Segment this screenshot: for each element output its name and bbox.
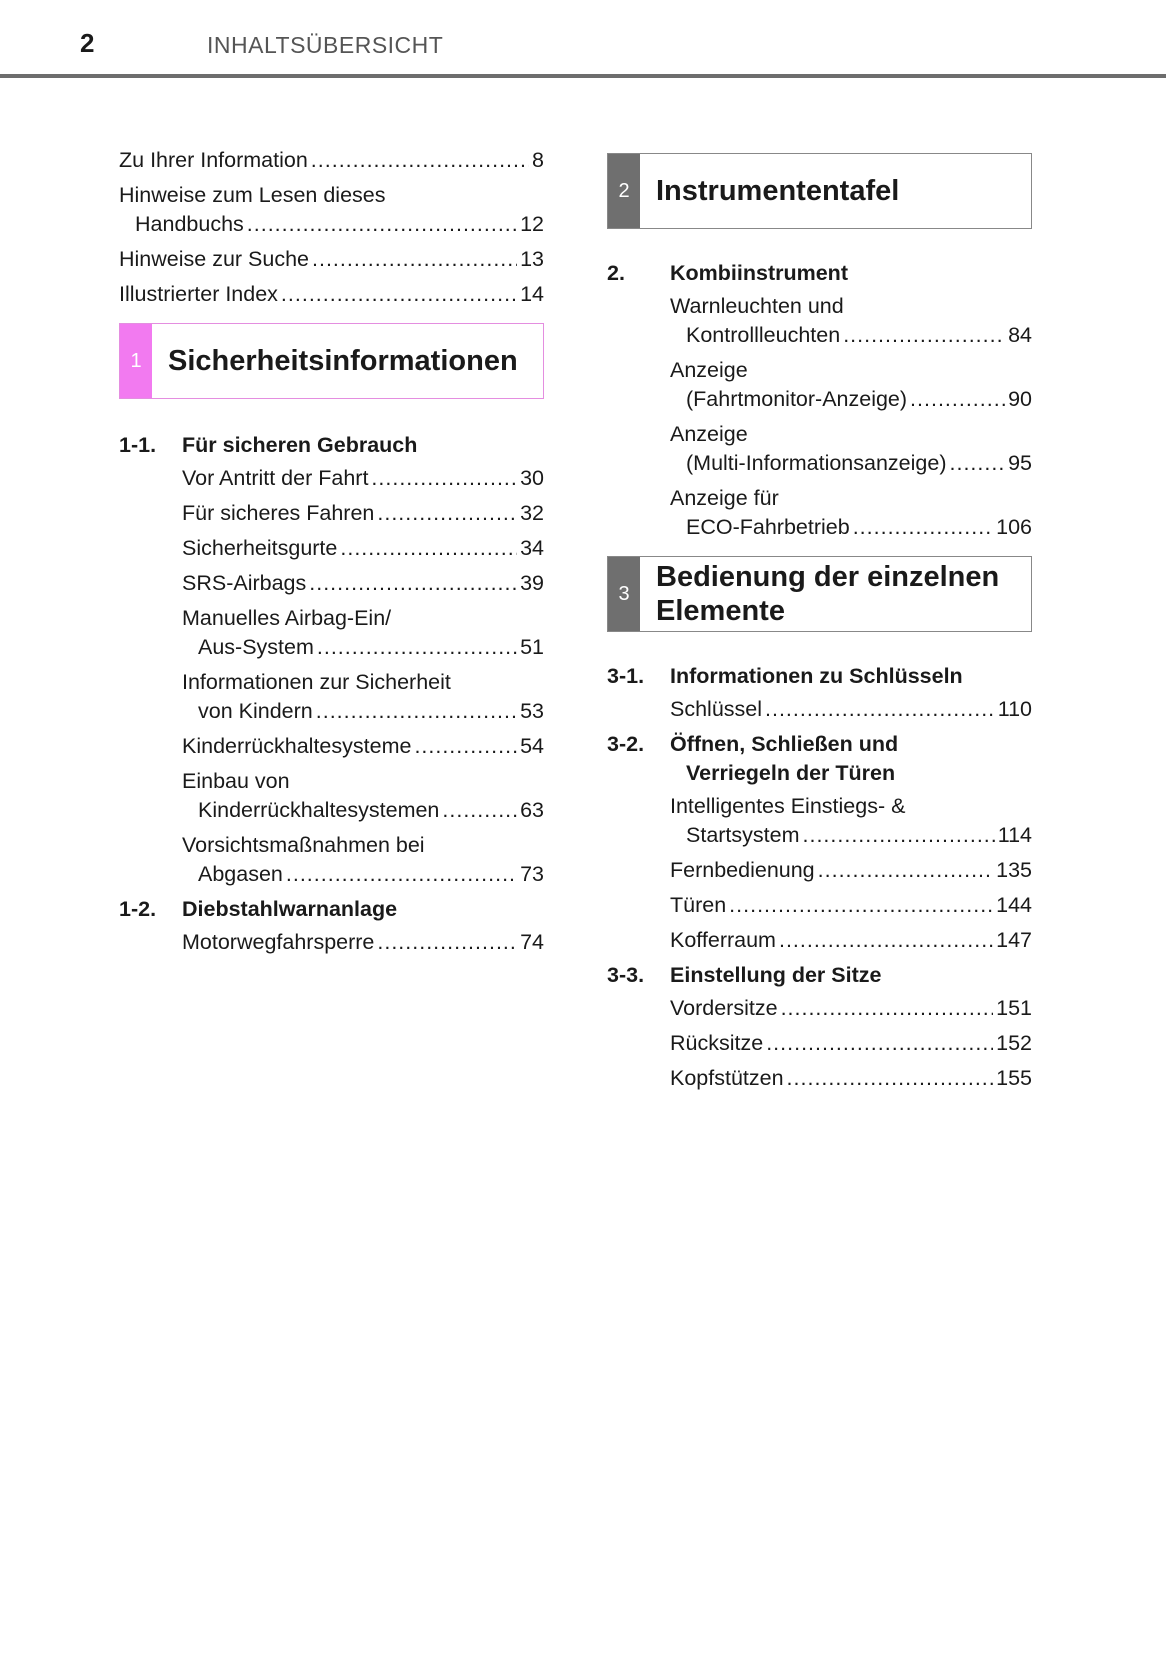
toc-entry-page: 147 — [996, 928, 1032, 952]
leader-dots — [818, 856, 993, 885]
leader-dots — [414, 732, 517, 761]
toc-entry-label: Handbuchs — [135, 212, 244, 236]
right-column — [607, 153, 1032, 1099]
toc-entry-page: 73 — [520, 862, 544, 886]
toc-entry[interactable] — [670, 420, 1032, 478]
section-title: Einstellung der Sitze — [670, 963, 882, 987]
toc-entry[interactable] — [670, 792, 1032, 850]
header-rule — [0, 74, 1166, 78]
leader-dots — [787, 1064, 994, 1093]
toc-entry[interactable] — [119, 146, 544, 175]
chapter-2-header[interactable] — [607, 153, 1032, 229]
toc-entry[interactable] — [182, 831, 544, 889]
toc-entry-label: Kopfstützen — [670, 1066, 784, 1090]
toc-entry-page: 95 — [1008, 451, 1032, 475]
section-3-3-heading[interactable] — [607, 961, 1032, 990]
toc-entry[interactable] — [119, 280, 544, 309]
toc-entry-page: 63 — [520, 798, 544, 822]
toc-entry-label-line1: Anzeige — [670, 358, 748, 382]
toc-entry-page: 54 — [520, 734, 544, 758]
toc-entry-label-line1: Intelligentes Einstiegs- & — [670, 794, 906, 818]
leader-dots — [371, 464, 517, 493]
toc-entry-page: 51 — [520, 635, 544, 659]
toc-entry-label: Vor Antritt der Fahrt — [182, 466, 369, 490]
toc-entry-page: 30 — [520, 466, 544, 490]
section-number: 3-2. — [607, 732, 645, 756]
toc-entry[interactable] — [670, 926, 1032, 955]
toc-entry-page: 106 — [996, 515, 1032, 539]
toc-entry-page: 155 — [996, 1066, 1032, 1090]
toc-entry[interactable] — [119, 245, 544, 274]
leader-dots — [843, 321, 1005, 350]
toc-entry-label: Motorwegfahrsperre — [182, 930, 375, 954]
toc-entry-label: (Fahrtmonitor-Anzeige) — [686, 387, 908, 411]
toc-entry[interactable] — [670, 994, 1032, 1023]
toc-entry-label: Zu Ihrer Information — [119, 148, 308, 172]
toc-entry-page: 90 — [1008, 387, 1032, 411]
toc-entry-page: 114 — [997, 823, 1032, 847]
toc-entry-label: Vordersitze — [670, 996, 778, 1020]
chapter-1-tab: 1 — [120, 324, 152, 398]
leader-dots — [950, 449, 1006, 478]
toc-entry-page: 12 — [520, 212, 544, 236]
leader-dots — [309, 569, 517, 598]
chapter-2-tab: 2 — [608, 154, 640, 228]
toc-entry-page: 84 — [1008, 323, 1032, 347]
chapter-1-title: Sicherheitsinformationen — [168, 345, 518, 377]
toc-entry-label: Kinderrückhaltesystemen — [198, 798, 440, 822]
toc-entry[interactable] — [182, 928, 544, 957]
toc-entry[interactable] — [670, 695, 1032, 724]
toc-entry[interactable] — [670, 484, 1032, 542]
toc-entry[interactable] — [182, 499, 544, 528]
section-3-2-heading[interactable] — [607, 730, 1032, 788]
section-title-line2: Verriegeln der Türen — [686, 761, 896, 785]
toc-entry-label: Aus-System — [198, 635, 314, 659]
toc-entry-label: Sicherheitsgurte — [182, 536, 338, 560]
leader-dots — [247, 210, 517, 239]
toc-entry-label: Kofferraum — [670, 928, 776, 952]
toc-entry-page: 135 — [996, 858, 1032, 882]
toc-entry-page: 8 — [532, 148, 544, 172]
section-title: Informationen zu Schlüsseln — [670, 664, 963, 688]
toc-entry-page: 74 — [520, 930, 544, 954]
toc-entry[interactable] — [182, 464, 544, 493]
toc-entry-label: Für sicheres Fahren — [182, 501, 375, 525]
chapter-3-header[interactable] — [607, 556, 1032, 632]
leader-dots — [765, 695, 995, 724]
toc-entry[interactable] — [670, 1064, 1032, 1093]
toc-entry[interactable] — [182, 732, 544, 761]
toc-entry[interactable] — [670, 856, 1032, 885]
toc-entry-page: 14 — [520, 282, 544, 306]
toc-entry-label: Hinweise zur Suche — [119, 247, 310, 271]
toc-entry-label: SRS-Airbags — [182, 571, 307, 595]
section-1-2-heading[interactable] — [119, 895, 544, 924]
section-title — [670, 730, 1032, 788]
toc-entry-label: (Multi-Informationsanzeige) — [686, 451, 947, 475]
toc-entry-label-line1: Anzeige für — [670, 486, 779, 510]
section-title: Für sicheren Gebrauch — [182, 433, 418, 457]
toc-entry-label-line1: Manuelles Airbag-Ein/ — [182, 606, 392, 630]
toc-entry-page: 110 — [997, 697, 1032, 721]
leader-dots — [853, 513, 993, 542]
section-title: Kombiinstrument — [670, 261, 848, 285]
chapter-3-title-line2: Elemente — [656, 595, 785, 627]
toc-entry-label-line1: Vorsichtsmaßnahmen bei — [182, 833, 425, 857]
toc-entry-page: 53 — [520, 699, 544, 723]
chapter-3-title — [640, 557, 999, 631]
toc-entry-label: ECO-Fahrbetrieb — [686, 515, 850, 539]
leader-dots — [286, 860, 517, 889]
section-number: 2. — [607, 261, 625, 285]
chapter-2-title: Instrumententafel — [656, 175, 900, 207]
toc-entry-label: Fernbedienung — [670, 858, 815, 882]
toc-entry-label-line1: Hinweise zum Lesen dieses — [119, 183, 386, 207]
leader-dots — [910, 385, 1005, 414]
section-1-1-heading[interactable] — [119, 431, 544, 460]
toc-entry[interactable] — [182, 604, 544, 662]
toc-entry[interactable] — [670, 292, 1032, 350]
toc-entry[interactable] — [119, 181, 544, 239]
toc-entry-page: 39 — [520, 571, 544, 595]
toc-entry-label: von Kindern — [198, 699, 313, 723]
leader-dots — [779, 926, 993, 955]
section-title-line1: Öffnen, Schließen und — [670, 732, 899, 756]
leader-dots — [281, 280, 517, 309]
leader-dots — [781, 994, 994, 1023]
leader-dots — [377, 499, 517, 528]
toc-entry-page: 34 — [520, 536, 544, 560]
leader-dots — [729, 891, 993, 920]
chapter-1-header[interactable] — [119, 323, 544, 399]
toc-entry-page: 152 — [996, 1031, 1032, 1055]
toc-entry-page: 32 — [520, 501, 544, 525]
toc-entry-label: Schlüssel — [670, 697, 763, 721]
toc-entry-page: 144 — [996, 893, 1032, 917]
section-2-heading[interactable] — [607, 259, 1032, 288]
toc-entry-page: 151 — [996, 996, 1032, 1020]
leader-dots — [311, 146, 529, 175]
toc-entry-label: Kontrollleuchten — [686, 323, 841, 347]
toc-entry-label: Startsystem — [686, 823, 800, 847]
toc-entry[interactable] — [670, 1029, 1032, 1058]
toc-entry-label: Illustrierter Index — [119, 282, 278, 306]
toc-entry[interactable] — [182, 767, 544, 825]
toc-entry-label-line1: Einbau von — [182, 769, 290, 793]
leader-dots — [766, 1029, 993, 1058]
leader-dots — [312, 245, 517, 274]
toc-entry-label-line1: Anzeige — [670, 422, 748, 446]
toc-entry[interactable] — [182, 668, 544, 726]
section-number: 3-1. — [607, 664, 645, 688]
leader-dots — [316, 697, 517, 726]
leader-dots — [377, 928, 517, 957]
toc-entry[interactable] — [182, 569, 544, 598]
section-3-1-heading[interactable] — [607, 662, 1032, 691]
section-number: 1-1. — [119, 433, 157, 457]
toc-entry[interactable] — [670, 356, 1032, 414]
toc-entry-page: 13 — [520, 247, 544, 271]
left-column — [119, 146, 544, 963]
section-title: Diebstahlwarnanlage — [182, 897, 398, 921]
header-title: INHALTSÜBERSICHT — [207, 32, 444, 58]
toc-entry[interactable] — [182, 534, 544, 563]
leader-dots — [340, 534, 517, 563]
toc-entry[interactable] — [670, 891, 1032, 920]
leader-dots — [803, 821, 995, 850]
toc-entry-label: Rücksitze — [670, 1031, 764, 1055]
toc-entry-label: Türen — [670, 893, 727, 917]
toc-entry-label-line1: Informationen zur Sicherheit — [182, 670, 451, 694]
section-number: 1-2. — [119, 897, 157, 921]
section-number: 3-3. — [607, 963, 645, 987]
chapter-3-title-line1: Bedienung der einzelnen — [656, 561, 1000, 593]
toc-entry-label: Kinderrückhaltesysteme — [182, 734, 412, 758]
leader-dots — [442, 796, 517, 825]
toc-entry-label: Abgasen — [198, 862, 283, 886]
leader-dots — [317, 633, 517, 662]
chapter-3-tab: 3 — [608, 557, 640, 631]
page-number: 2 — [80, 28, 95, 58]
toc-entry-label-line1: Warnleuchten und — [670, 294, 844, 318]
